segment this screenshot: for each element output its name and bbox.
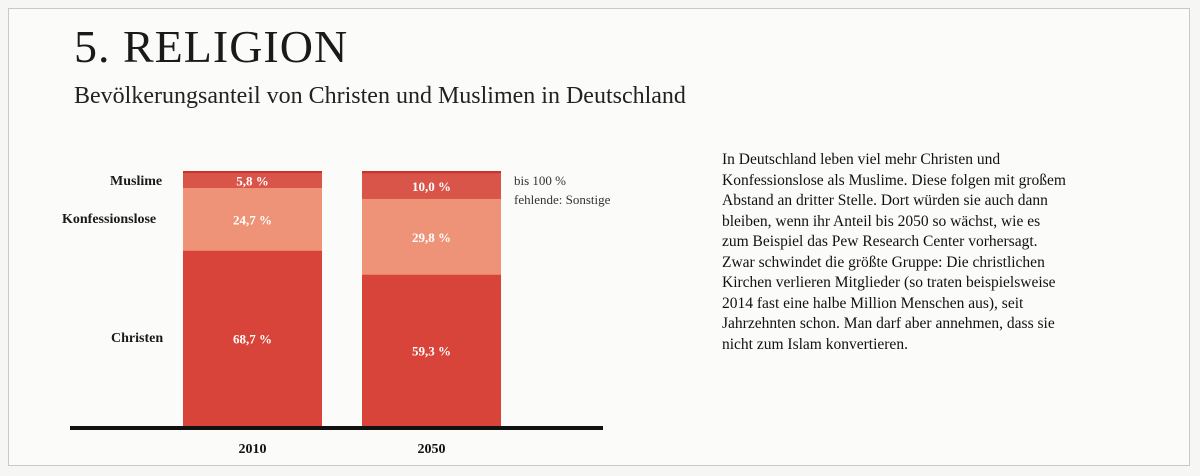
article-text: In Deutschland leben viel mehr Christen und Konfessionslose als Muslime. Diese folgen mit großem Abstand an dritter Stelle. Dort würden sie auch dann bleiben, wenn ihr Anteil bis 2050 so wächst, wie es zum Beispiel das Pew Research Center vorhersagt. Zwar schwindet die größte Gruppe: Die christlichen Kirchen verlieren Mitglieder (so traten beispielsweise 2014 fast eine halbe Million Menschen aus), seit Jahrzehnten schon. Man darf aber annehmen, dass sie nicht zum Islam konvertieren. <box>722 151 1066 353</box>
x-tick-label-2050: 2050 <box>417 442 446 457</box>
data-label-christen-2010: 68,7 % <box>233 331 272 347</box>
data-label-muslime-2050: 10,0 % <box>412 179 451 195</box>
data-label-christen-2050: 59,3 % <box>412 343 451 359</box>
x-tick-label-2010: 2010 <box>238 442 267 457</box>
chart-note-total: bis 100 % <box>514 173 566 188</box>
chart-note-missing: fehlende: Sonstige <box>514 192 611 207</box>
data-label-muslime-2010: 5,8 % <box>236 173 269 189</box>
page-title: 5. RELIGION <box>74 21 349 72</box>
chart-subtitle: Bevölkerungsanteil von Christen und Muslimen in Deutschland <box>74 83 686 109</box>
data-label-konfessionslose-2050: 29,8 % <box>412 229 451 245</box>
legend-label-konfessionslose: Konfessionslose <box>62 212 157 227</box>
legend-label-muslime: Muslime <box>110 174 163 189</box>
legend-label-christen: Christen <box>111 331 164 346</box>
data-label-konfessionslose-2010: 24,7 % <box>233 212 272 228</box>
